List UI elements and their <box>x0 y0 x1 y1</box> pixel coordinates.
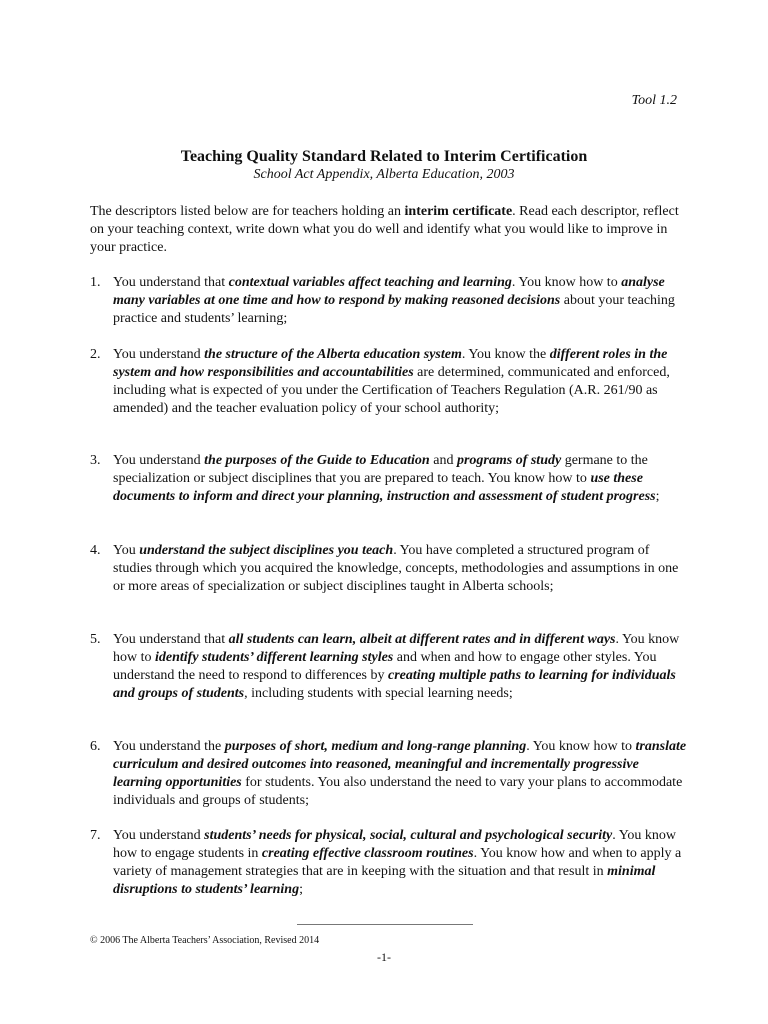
item-number: 2. <box>90 347 101 362</box>
descriptor-item-7 <box>90 827 690 899</box>
item-text <box>113 542 690 596</box>
descriptor-item-5 <box>90 631 690 703</box>
item-text-segment: germane to the specialization or subject disciplines that you are prepared to teach. You know how to <box>113 453 648 486</box>
item-text-segment: You <box>113 543 140 558</box>
intro-emphasis: interim certificate <box>404 204 513 219</box>
item-text-segment: . You know how to engage students in <box>113 828 677 861</box>
item-text-segment: . You have completed a structured program of studies through which you acquired the knowledge, concepts, methodologies and assumptions in one or more areas of specialization or subject disciplines taught in Alberta schools; <box>113 543 679 594</box>
item-text-segment: for students. You also understand the need to vary your plans to accommodate individuals and groups of students; <box>113 775 683 808</box>
item-emphasis: all students can learn, albeit at different rates and in different ways <box>228 632 616 647</box>
item-emphasis: students’ needs for physical, social, cultural and psychological security <box>204 828 613 843</box>
item-text-segment: . You know how and when to apply a variety of management strategies that are in keeping with the situation and that result in <box>113 846 682 879</box>
item-text-segment: You understand <box>113 828 205 843</box>
item-number: 1. <box>90 275 101 290</box>
intro-text: The descriptors listed below are for teachers holding an <box>90 204 405 219</box>
page-number: -1- <box>377 950 391 964</box>
item-text-segment: . You know how to <box>113 632 680 665</box>
item-emphasis: creating effective classroom routines <box>261 846 474 861</box>
item-text-segment: . You know how to <box>526 739 636 754</box>
item-text <box>113 452 690 506</box>
item-text-segment: ; <box>655 489 660 504</box>
item-text <box>113 827 690 899</box>
descriptor-item-2 <box>90 346 690 418</box>
item-emphasis: analyse many variables at one time and how to respond by making reasoned decisions <box>113 275 665 308</box>
item-emphasis: programs of study <box>456 453 562 468</box>
document-title: Teaching Quality Standard Related to Interim Certification <box>180 148 588 165</box>
footer-divider <box>297 924 473 925</box>
item-text-segment: , including students with special learning needs; <box>244 686 513 701</box>
item-emphasis: use these documents to inform and direct your planning, instruction and assessment of student progress <box>113 471 656 504</box>
item-number: 3. <box>90 453 101 468</box>
item-text <box>113 738 690 810</box>
item-number: 5. <box>90 632 101 647</box>
item-text-segment: ; <box>299 882 303 897</box>
item-text-segment: You understand <box>113 347 205 362</box>
item-emphasis: purposes of short, medium and long-range planning <box>224 739 527 754</box>
tool-label: Tool 1.2 <box>631 93 677 108</box>
item-emphasis: translate curriculum and desired outcomes into reasoned, meaningful and incrementally progressive learning opportunities <box>113 739 687 790</box>
item-emphasis: minimal disruptions to students’ learning <box>113 864 656 897</box>
item-emphasis: the purposes of the Guide to Education <box>204 453 430 468</box>
descriptor-item-1 <box>90 274 690 328</box>
intro-text: . Read each descriptor, reflect on your teaching context, write down what you do well and identify what you would like to improve in your practice. <box>90 204 679 255</box>
item-text <box>113 346 690 418</box>
item-text-segment: You understand that <box>113 275 229 290</box>
item-text-segment: You understand that <box>113 632 229 647</box>
item-emphasis: identify students’ different learning styles <box>155 650 394 665</box>
item-text-segment: . You know the <box>461 347 550 362</box>
document-subtitle: School Act Appendix, Alberta Education, 2003 <box>253 167 515 182</box>
item-number: 6. <box>90 739 101 754</box>
item-text-segment: You understand the <box>113 739 225 754</box>
item-text-segment: . You know how to <box>511 275 622 290</box>
descriptor-item-3 <box>90 452 690 506</box>
item-text-segment: are determined, communicated and enforced, including what is expected of you under the Certification of Teachers Regulation (A.R. 261/90 as amended) and the teacher evaluation policy of your school authority; <box>113 365 670 416</box>
item-number: 7. <box>90 828 101 843</box>
item-emphasis: contextual variables affect teaching and learning <box>228 275 512 290</box>
descriptor-item-4 <box>90 542 690 596</box>
item-number: 4. <box>90 543 101 558</box>
item-emphasis: the structure of the Alberta education system <box>204 347 462 362</box>
item-text-segment: about your teaching practice and students’ learning; <box>113 293 675 326</box>
item-text-segment: You understand <box>113 453 205 468</box>
item-emphasis: understand the subject disciplines you teach <box>139 543 394 558</box>
item-emphasis: creating multiple paths to learning for individuals and groups of students <box>113 668 676 701</box>
item-text-segment: and <box>429 453 457 468</box>
item-text <box>113 274 690 328</box>
footer-copyright: © 2006 The Alberta Teachers’ Association, Revised 2014 <box>90 935 320 946</box>
item-emphasis: different roles in the system and how responsibilities and accountabilities <box>113 347 668 380</box>
intro-paragraph <box>90 203 690 257</box>
descriptor-item-6 <box>90 738 690 810</box>
item-text <box>113 631 690 703</box>
item-text-segment: and when and how to engage other styles. You understand the need to respond to differences by <box>113 650 657 683</box>
